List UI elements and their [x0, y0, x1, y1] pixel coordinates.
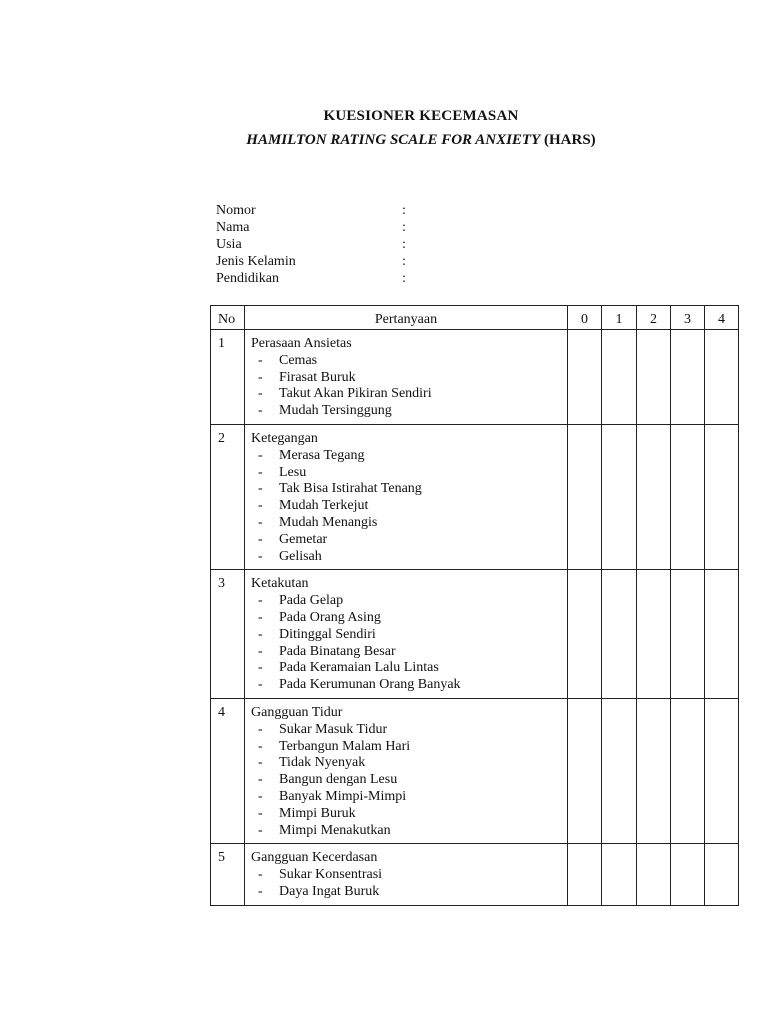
field-colon: :: [402, 220, 406, 235]
symptom-label: Sukar Konsentrasi: [279, 867, 383, 883]
symptom-label: Ditinggal Sendiri: [279, 626, 376, 642]
symptom-item: [251, 465, 567, 482]
table-row: [211, 570, 739, 699]
bullet-dash: -: [258, 660, 263, 676]
symptom-label: Mudah Terkejut: [279, 498, 369, 514]
symptom-item: [251, 353, 567, 370]
score-cell-1[interactable]: [602, 570, 637, 699]
symptom-label: Tak Bisa Istirahat Tenang: [279, 481, 422, 497]
symptom-item: [251, 789, 567, 806]
symptom-item: [251, 660, 567, 677]
header-score-3: 3: [671, 306, 705, 330]
symptom-item: [251, 549, 567, 566]
symptom-label: Pada Binatang Besar: [279, 643, 396, 659]
symptom-label: Banyak Mimpi-Mimpi: [279, 788, 407, 804]
symptom-item: [251, 515, 567, 532]
symptom-item: [251, 386, 567, 403]
field-colon: :: [402, 237, 406, 252]
score-cell-1[interactable]: [602, 330, 637, 425]
bullet-dash: -: [258, 548, 263, 564]
question-cell: [245, 330, 568, 425]
bullet-dash: -: [258, 352, 263, 368]
respondent-fields: [216, 202, 416, 287]
field-pendidikan: [216, 270, 416, 287]
bullet-dash: -: [258, 738, 263, 754]
bullet-dash: -: [258, 498, 263, 514]
bullet-dash: -: [258, 772, 263, 788]
table-header-row: [211, 306, 739, 330]
row-number: 4: [211, 698, 245, 843]
symptom-label: Daya Ingat Buruk: [279, 883, 380, 899]
header-score-0: 0: [568, 306, 602, 330]
symptom-item: [251, 739, 567, 756]
question-title: Gangguan Tidur: [251, 704, 343, 720]
bullet-dash: -: [258, 721, 263, 737]
subtitle-abbreviation: (HARS): [540, 132, 596, 148]
score-cell-4[interactable]: [705, 698, 739, 843]
score-cell-1[interactable]: [602, 844, 637, 905]
field-label: Jenis Kelamin: [216, 254, 296, 269]
score-cell-0[interactable]: [568, 330, 602, 425]
bullet-dash: -: [258, 677, 263, 693]
symptom-label: Terbangun Malam Hari: [279, 738, 411, 754]
symptom-label: Pada Keramaian Lalu Lintas: [279, 660, 439, 676]
score-cell-4[interactable]: [705, 844, 739, 905]
bullet-dash: -: [258, 447, 263, 463]
bullet-dash: -: [258, 386, 263, 402]
symptom-item: [251, 644, 567, 661]
bullet-dash: -: [258, 822, 263, 838]
bullet-dash: -: [258, 626, 263, 642]
symptom-label: Cemas: [279, 352, 318, 368]
bullet-dash: -: [258, 883, 263, 899]
question-cell: [245, 570, 568, 699]
row-number: 3: [211, 570, 245, 699]
symptom-item: [251, 772, 567, 789]
score-cell-0[interactable]: [568, 698, 602, 843]
symptom-label: Firasat Buruk: [279, 369, 356, 385]
symptom-item: [251, 403, 567, 420]
symptom-item: [251, 627, 567, 644]
table-row: [211, 844, 739, 905]
header-no: No: [211, 306, 245, 330]
symptom-item: [251, 677, 567, 694]
symptom-item: [251, 593, 567, 610]
table-row: [211, 698, 739, 843]
document-subtitle: [0, 132, 768, 149]
score-cell-4[interactable]: [705, 570, 739, 699]
symptom-item: [251, 755, 567, 772]
score-cell-4[interactable]: [705, 330, 739, 425]
field-jenis-kelamin: [216, 253, 416, 270]
bullet-dash: -: [258, 593, 263, 609]
score-cell-4[interactable]: [705, 424, 739, 569]
table-row: [211, 424, 739, 569]
score-cell-2[interactable]: [637, 330, 671, 425]
field-nomor: [216, 202, 416, 219]
bullet-dash: -: [258, 755, 263, 771]
score-cell-3[interactable]: [671, 698, 705, 843]
question-title: Gangguan Kecerdasan: [251, 850, 378, 866]
hars-questionnaire-table: [210, 305, 739, 906]
table-row: [211, 330, 739, 425]
row-number: 5: [211, 844, 245, 905]
field-colon: :: [402, 203, 406, 218]
question-cell: [245, 424, 568, 569]
symptom-label: Tidak Nyenyak: [279, 755, 366, 771]
symptom-item: [251, 884, 567, 901]
header-question: Pertanyaan: [245, 306, 568, 330]
question-title: Ketegangan: [251, 430, 318, 446]
score-cell-2[interactable]: [637, 424, 671, 569]
symptom-item: [251, 610, 567, 627]
symptom-label: Lesu: [279, 464, 307, 480]
bullet-dash: -: [258, 531, 263, 547]
row-number: 2: [211, 424, 245, 569]
symptom-item: [251, 448, 567, 465]
score-cell-2[interactable]: [637, 570, 671, 699]
symptom-label: Pada Orang Asing: [279, 609, 381, 625]
score-cell-1[interactable]: [602, 698, 637, 843]
field-colon: :: [402, 271, 406, 286]
bullet-dash: -: [258, 514, 263, 530]
symptom-label: Pada Gelap: [279, 593, 344, 609]
field-label: Usia: [216, 237, 242, 252]
document-title: KUESIONER KECEMASAN: [323, 108, 519, 124]
bullet-dash: -: [258, 369, 263, 385]
subtitle-scale-name: HAMILTON RATING SCALE FOR ANXIETY: [246, 132, 541, 148]
bullet-dash: -: [258, 643, 263, 659]
header-score-4: 4: [705, 306, 739, 330]
score-cell-3[interactable]: [671, 424, 705, 569]
symptom-item: [251, 481, 567, 498]
score-cell-3[interactable]: [671, 330, 705, 425]
symptom-item: [251, 823, 567, 840]
score-cell-0[interactable]: [568, 844, 602, 905]
symptom-label: Takut Akan Pikiran Sendiri: [279, 386, 432, 402]
bullet-dash: -: [258, 481, 263, 497]
symptom-label: Pada Kerumunan Orang Banyak: [279, 677, 461, 693]
field-usia: [216, 236, 416, 253]
symptom-label: Bangun dengan Lesu: [279, 772, 398, 788]
symptom-label: Gemetar: [279, 531, 328, 547]
symptom-item: [251, 370, 567, 387]
bullet-dash: -: [258, 867, 263, 883]
score-cell-1[interactable]: [602, 424, 637, 569]
symptom-label: Gelisah: [279, 548, 322, 564]
score-cell-2[interactable]: [637, 698, 671, 843]
bullet-dash: -: [258, 805, 263, 821]
symptom-label: Mimpi Buruk: [279, 805, 356, 821]
question-title: Perasaan Ansietas: [251, 336, 352, 351]
symptom-item: [251, 722, 567, 739]
symptom-label: Mimpi Menakutkan: [279, 822, 391, 838]
score-cell-3[interactable]: [671, 570, 705, 699]
field-label: Pendidikan: [216, 271, 279, 286]
symptom-item: [251, 532, 567, 549]
row-number: 1: [211, 330, 245, 425]
symptom-item: [251, 867, 567, 884]
field-label: Nomor: [216, 203, 256, 218]
symptom-label: Sukar Masuk Tidur: [279, 721, 388, 737]
header-score-2: 2: [637, 306, 671, 330]
symptom-label: Mudah Menangis: [279, 514, 378, 530]
symptom-item: [251, 806, 567, 823]
score-cell-2[interactable]: [637, 844, 671, 905]
symptom-item: [251, 498, 567, 515]
bullet-dash: -: [258, 609, 263, 625]
score-cell-0[interactable]: [568, 424, 602, 569]
header-score-1: 1: [602, 306, 637, 330]
field-colon: :: [402, 254, 406, 269]
field-nama: [216, 219, 416, 236]
bullet-dash: -: [258, 788, 263, 804]
symptom-label: Mudah Tersinggung: [279, 403, 392, 419]
symptom-label: Merasa Tegang: [279, 447, 365, 463]
question-title: Ketakutan: [251, 576, 309, 592]
field-label: Nama: [216, 220, 250, 235]
bullet-dash: -: [258, 464, 263, 480]
question-cell: [245, 698, 568, 843]
bullet-dash: -: [258, 403, 263, 419]
question-cell: [245, 844, 568, 905]
score-cell-0[interactable]: [568, 570, 602, 699]
score-cell-3[interactable]: [671, 844, 705, 905]
